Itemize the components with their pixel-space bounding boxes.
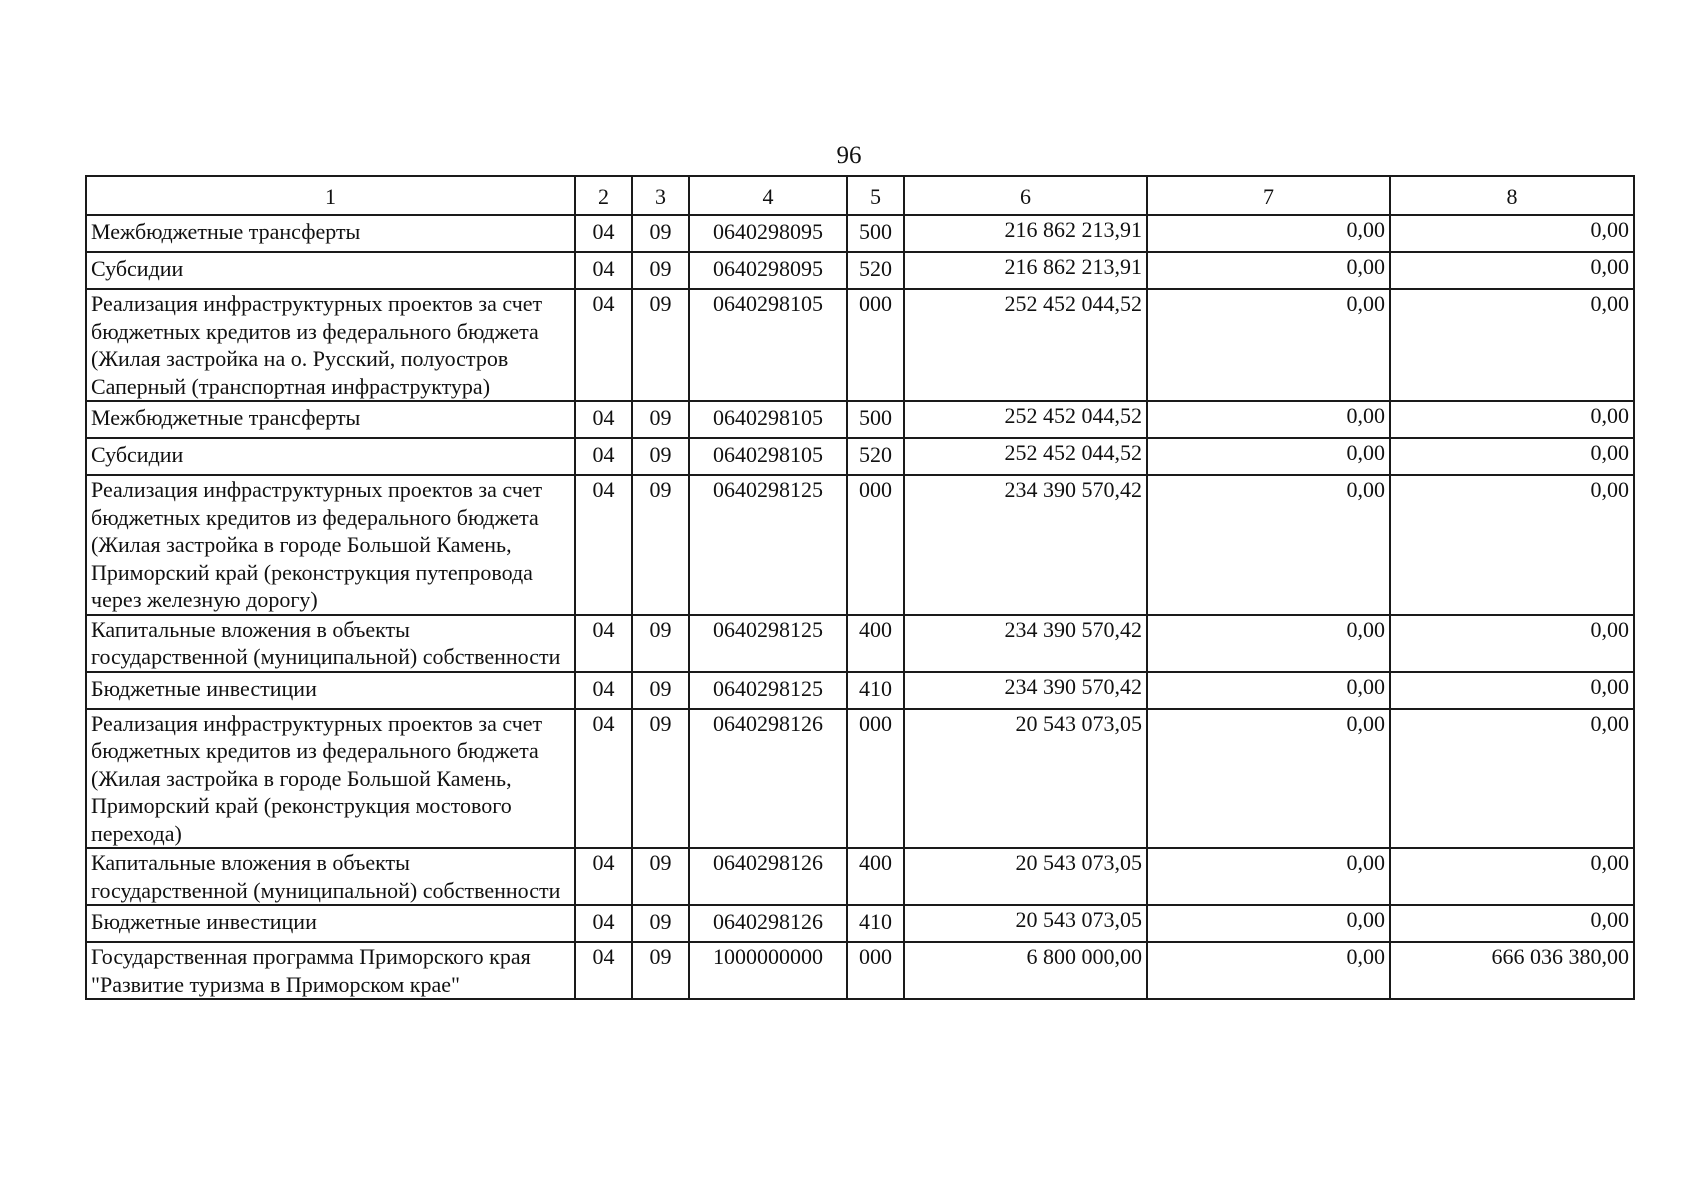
amount-col7: 0,00	[1147, 475, 1390, 615]
column-header: 1	[86, 176, 575, 215]
column-number-row	[86, 176, 1634, 215]
amount-col8: 0,00	[1390, 475, 1634, 615]
row-name: Бюджетные инвестиции	[86, 672, 575, 709]
subsection-code: 09	[632, 252, 689, 289]
target-article-code: 0640298126	[689, 709, 847, 849]
table-row	[86, 848, 1634, 905]
expense-type-code: 000	[847, 709, 904, 849]
table-row	[86, 438, 1634, 475]
amount-col8: 0,00	[1390, 252, 1634, 289]
column-header: 8	[1390, 176, 1634, 215]
amount-col6: 252 452 044,52	[904, 438, 1147, 475]
target-article-code: 0640298125	[689, 475, 847, 615]
column-header: 4	[689, 176, 847, 215]
table-row	[86, 905, 1634, 942]
subsection-code: 09	[632, 289, 689, 401]
amount-col7: 0,00	[1147, 215, 1390, 252]
expense-type-code: 500	[847, 401, 904, 438]
table-row	[86, 475, 1634, 615]
page-number: 96	[836, 142, 862, 169]
subsection-code: 09	[632, 942, 689, 999]
amount-col8: 0,00	[1390, 438, 1634, 475]
row-name: Реализация инфраструктурных проектов за счет бюджетных кредитов из федерального бюджета (Жилая застройка в городе Большой Камень, Приморский край (реконструкция мостового перехода)	[86, 709, 575, 849]
section-code: 04	[575, 942, 632, 999]
subsection-code: 09	[632, 475, 689, 615]
row-name: Субсидии	[86, 252, 575, 289]
column-header: 2	[575, 176, 632, 215]
expense-type-code: 520	[847, 252, 904, 289]
subsection-code: 09	[632, 438, 689, 475]
table-row	[86, 942, 1634, 999]
column-header: 7	[1147, 176, 1390, 215]
section-code: 04	[575, 905, 632, 942]
amount-col8: 0,00	[1390, 709, 1634, 849]
amount-col6: 216 862 213,91	[904, 252, 1147, 289]
expense-type-code: 410	[847, 672, 904, 709]
table-row	[86, 615, 1634, 672]
amount-col8: 0,00	[1390, 615, 1634, 672]
section-code: 04	[575, 615, 632, 672]
expense-type-code: 400	[847, 848, 904, 905]
expense-type-code: 500	[847, 215, 904, 252]
expense-type-code: 000	[847, 475, 904, 615]
column-header: 6	[904, 176, 1147, 215]
section-code: 04	[575, 848, 632, 905]
amount-col7: 0,00	[1147, 672, 1390, 709]
table-row	[86, 401, 1634, 438]
amount-col6: 252 452 044,52	[904, 289, 1147, 401]
section-code: 04	[575, 709, 632, 849]
amount-col7: 0,00	[1147, 289, 1390, 401]
target-article-code: 1000000000	[689, 942, 847, 999]
amount-col8: 0,00	[1390, 215, 1634, 252]
row-name: Капитальные вложения в объекты государственной (муниципальной) собственности	[86, 848, 575, 905]
section-code: 04	[575, 672, 632, 709]
amount-col6: 20 543 073,05	[904, 848, 1147, 905]
target-article-code: 0640298125	[689, 672, 847, 709]
table-row	[86, 252, 1634, 289]
row-name: Капитальные вложения в объекты государственной (муниципальной) собственности	[86, 615, 575, 672]
target-article-code: 0640298105	[689, 438, 847, 475]
target-article-code: 0640298126	[689, 905, 847, 942]
row-name: Государственная программа Приморского края "Развитие туризма в Приморском крае"	[86, 942, 575, 999]
budget-table	[85, 175, 1635, 1000]
target-article-code: 0640298105	[689, 289, 847, 401]
row-name: Реализация инфраструктурных проектов за счет бюджетных кредитов из федерального бюджета (Жилая застройка на о. Русский, полуостров Саперный (транспортная инфраструктура)	[86, 289, 575, 401]
section-code: 04	[575, 215, 632, 252]
amount-col7: 0,00	[1147, 615, 1390, 672]
amount-col7: 0,00	[1147, 905, 1390, 942]
target-article-code: 0640298105	[689, 401, 847, 438]
target-article-code: 0640298126	[689, 848, 847, 905]
amount-col7: 0,00	[1147, 401, 1390, 438]
table-row	[86, 709, 1634, 849]
amount-col6: 6 800 000,00	[904, 942, 1147, 999]
amount-col7: 0,00	[1147, 252, 1390, 289]
row-name: Реализация инфраструктурных проектов за счет бюджетных кредитов из федерального бюджета (Жилая застройка в городе Большой Камень, Приморский край (реконструкция путепровода через железную дорогу)	[86, 475, 575, 615]
subsection-code: 09	[632, 672, 689, 709]
amount-col8: 0,00	[1390, 672, 1634, 709]
amount-col8: 0,00	[1390, 289, 1634, 401]
amount-col7: 0,00	[1147, 709, 1390, 849]
column-header: 5	[847, 176, 904, 215]
amount-col6: 252 452 044,52	[904, 401, 1147, 438]
row-name: Межбюджетные трансферты	[86, 401, 575, 438]
expense-type-code: 400	[847, 615, 904, 672]
column-header: 3	[632, 176, 689, 215]
subsection-code: 09	[632, 401, 689, 438]
target-article-code: 0640298095	[689, 215, 847, 252]
table-row	[86, 215, 1634, 252]
row-name: Бюджетные инвестиции	[86, 905, 575, 942]
amount-col6: 20 543 073,05	[904, 709, 1147, 849]
table-row	[86, 672, 1634, 709]
section-code: 04	[575, 252, 632, 289]
amount-col8: 0,00	[1390, 905, 1634, 942]
expense-type-code: 000	[847, 289, 904, 401]
subsection-code: 09	[632, 848, 689, 905]
section-code: 04	[575, 401, 632, 438]
subsection-code: 09	[632, 615, 689, 672]
amount-col7: 0,00	[1147, 942, 1390, 999]
expense-type-code: 000	[847, 942, 904, 999]
amount-col6: 216 862 213,91	[904, 215, 1147, 252]
section-code: 04	[575, 289, 632, 401]
target-article-code: 0640298095	[689, 252, 847, 289]
row-name: Межбюджетные трансферты	[86, 215, 575, 252]
amount-col6: 234 390 570,42	[904, 615, 1147, 672]
expense-type-code: 520	[847, 438, 904, 475]
table-row	[86, 289, 1634, 401]
amount-col7: 0,00	[1147, 848, 1390, 905]
row-name: Субсидии	[86, 438, 575, 475]
section-code: 04	[575, 475, 632, 615]
amount-col6: 20 543 073,05	[904, 905, 1147, 942]
target-article-code: 0640298125	[689, 615, 847, 672]
amount-col6: 234 390 570,42	[904, 475, 1147, 615]
subsection-code: 09	[632, 709, 689, 849]
amount-col8: 0,00	[1390, 848, 1634, 905]
expense-type-code: 410	[847, 905, 904, 942]
section-code: 04	[575, 438, 632, 475]
amount-col8: 666 036 380,00	[1390, 942, 1634, 999]
subsection-code: 09	[632, 905, 689, 942]
amount-col6: 234 390 570,42	[904, 672, 1147, 709]
amount-col7: 0,00	[1147, 438, 1390, 475]
amount-col8: 0,00	[1390, 401, 1634, 438]
subsection-code: 09	[632, 215, 689, 252]
